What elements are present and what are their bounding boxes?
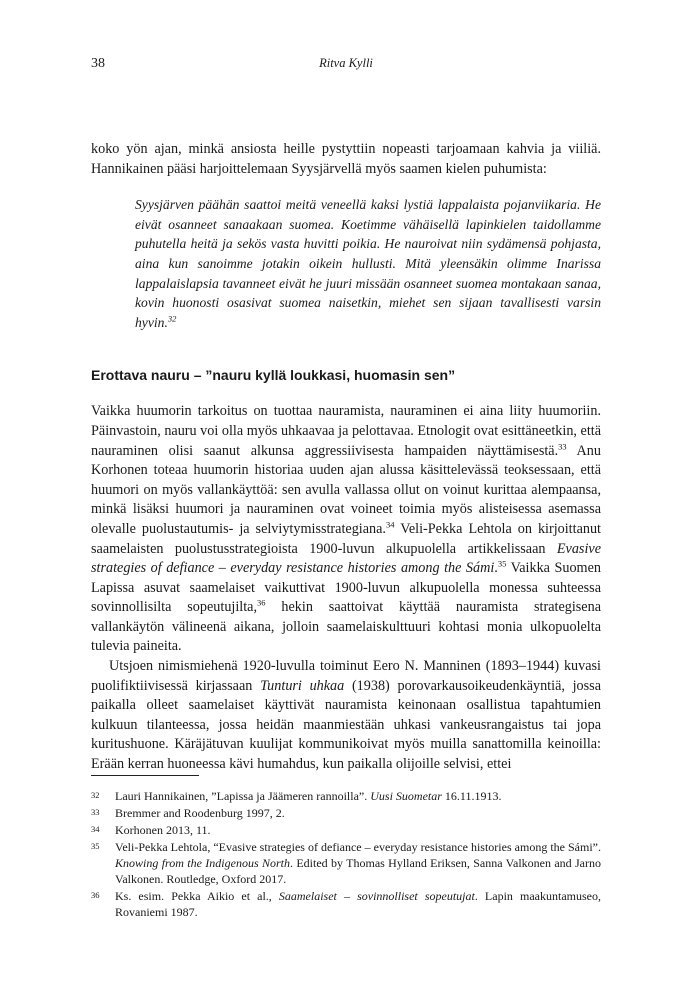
text-run: Lauri Hannikainen, ”Lapissa ja Jäämeren rannoilla”.	[115, 789, 371, 803]
footnote-ref[interactable]: 35	[497, 558, 507, 569]
text-run: Bremmer and Roodenburg 1997, 2.	[115, 806, 285, 820]
text-run: Vaikka Suomen Lapissa asuvat saamelaiset vaikuttivat 1900-luvun alkupuolella monessa suhteessa sovinnollisilta sopeutujilta,	[91, 560, 601, 616]
footnote-text	[115, 788, 601, 804]
footnote-divider	[91, 775, 199, 776]
text-run: . Edited by Thomas Hylland Eriksen, Sanna Valkonen and Jarno Valkonen. Routledge, Oxford 2017.	[115, 856, 601, 886]
footnote-number: 33	[91, 807, 100, 817]
footnote	[91, 805, 601, 821]
text-run: Utsjoen nimismiehenä 1920-luvulla toiminut Eero N. Manninen (1893–1944) kuvasi puolifiktiivisessä kirjassaan	[91, 658, 601, 694]
text-run: .	[494, 560, 498, 577]
text-run: . Lapin maakuntamuseo, Rovaniemi 1987.	[115, 889, 601, 919]
publication-title: Saamelaiset – sovinnolliset sopeutujat	[278, 889, 475, 903]
book-title: Tunturi uhkaa	[260, 677, 345, 694]
footnote-number: 32	[91, 790, 100, 800]
paragraph: koko yön ajan, minkä ansiosta heille pystyttiin nopeasti tarjoamaan kahvia ja viiliä. Hannikainen pääsi harjoittelemaan Syysjärvellä myös saamen kielen puhumista:	[91, 141, 601, 177]
footnote-text	[115, 805, 601, 821]
footnote	[91, 839, 601, 887]
page-header	[91, 56, 601, 74]
paragraph	[91, 657, 601, 775]
footnote-text	[115, 888, 601, 920]
footnotes	[91, 788, 601, 921]
footnote-ref[interactable]: 36	[257, 597, 266, 608]
footnote-number: 36	[91, 890, 100, 900]
quote-text: Syysjärven päähän saattoi meitä veneellä kaksi lystiä lappalaista pojanviikaria. He eivät osanneet sanaakaan suomea. Koetimme vähäisellä lapinkielen taidollamme puhutella heitä ja sekös vasta huvitti poikia. He nauroivat niin sydämensä pohjasta, aina kun sanoimme jotakin oikein hullusti. Mitä yleensäkin olimme Inarissa lappalaislapsia tavanneet eivät he juuri missään osanneet suomea montakaan sanaa, kovin huonosti osasivat suomea naisetkin, miehet sen sijaan tavallisesti varsin hyvin.	[135, 197, 601, 330]
footnote-text	[115, 822, 601, 838]
block-quote	[135, 195, 601, 332]
footnote	[91, 822, 601, 838]
footnote-number: 34	[91, 824, 100, 834]
text-run: Anu Korhonen toteaa huumorin historiaa uuden ajan alussa käsittelevässä teoksessaan, että huumori on myös vallankäyttöä: sen avulla vallassa ollut on voinut kurittaa alempaansa, minkä lisäksi huumori ja nauraminen ovat voineet toimia myös alisteisessa asemassa olevalle puolustautumis- ja selviytymisstrategiana.	[91, 442, 601, 537]
publication-title: Knowing from the Indigenous North	[115, 856, 290, 870]
text-run: Veli-Pekka Lehtola, “Evasive strategies of defiance – everyday resistance histories among the Sámi”.	[115, 840, 601, 854]
body-text	[91, 140, 601, 775]
text-run: hekin saattoivat käyttää nauramista strategisena vallankäytön välineenä aikana, jolloin saamelaiskulttuuri kohtasi monia ulkopuolelta tulevia paineita.	[91, 599, 601, 655]
footnote	[91, 888, 601, 920]
footnote-ref[interactable]: 33	[558, 440, 567, 451]
text-run: Korhonen 2013, 11.	[115, 823, 211, 837]
footnote-ref[interactable]: 32	[167, 313, 177, 324]
footnote-text	[115, 839, 601, 887]
running-title: Ritva Kylli	[319, 56, 373, 70]
section-heading: Erottava nauru – ”nauru kyllä loukkasi, huomasin sen”	[91, 367, 456, 384]
text-run: Vaikka huumorin tarkoitus on tuottaa nauramista, nauraminen ei aina liity huumoriin. Päinvastoin, nauru voi olla myös uhkaavaa ja pelottavaa. Etnologit ovat esittäneetkin, että nauraminen olisi saanut alkunsa aggressiivisesta hampaiden näyttämisestä.	[91, 403, 601, 459]
text-run: Ks. esim. Pekka Aikio et al.,	[115, 889, 279, 903]
publication-title: Uusi Suometar	[370, 789, 442, 803]
footnote-ref[interactable]: 34	[385, 519, 395, 530]
page-number: 38	[91, 56, 105, 71]
text-run: Veli-Pekka Lehtola on kirjoittanut saamelaisten puolustusstrategioista 1900-luvun alkupuolella artikkelissaan	[91, 520, 601, 557]
text-run: (1938) porovarkausoikeudenkäyntiä, jossa paikalla olleet saamelaiset käyttivät nauramista keinonaan osallistua tapahtumien kulkuun tilanteessa, jossa heidän maanmiestään uhkasi vankeusrangaistus tai jopa kuritushuone. Käräjätuvan kuulijat kommunikoivat myös muilla sanattomilla keinoilla: Erään kerran huoneessa kävi humahdus, kun paikalla olijoille selvisi, ettei	[91, 677, 601, 773]
article-title: Evasive strategies of defiance – everyday resistance histories among the Sámi	[91, 540, 601, 577]
footnote-number: 35	[91, 841, 100, 851]
text-run: 16.11.1913.	[441, 789, 502, 803]
footnote	[91, 788, 601, 804]
paragraph	[91, 402, 601, 657]
